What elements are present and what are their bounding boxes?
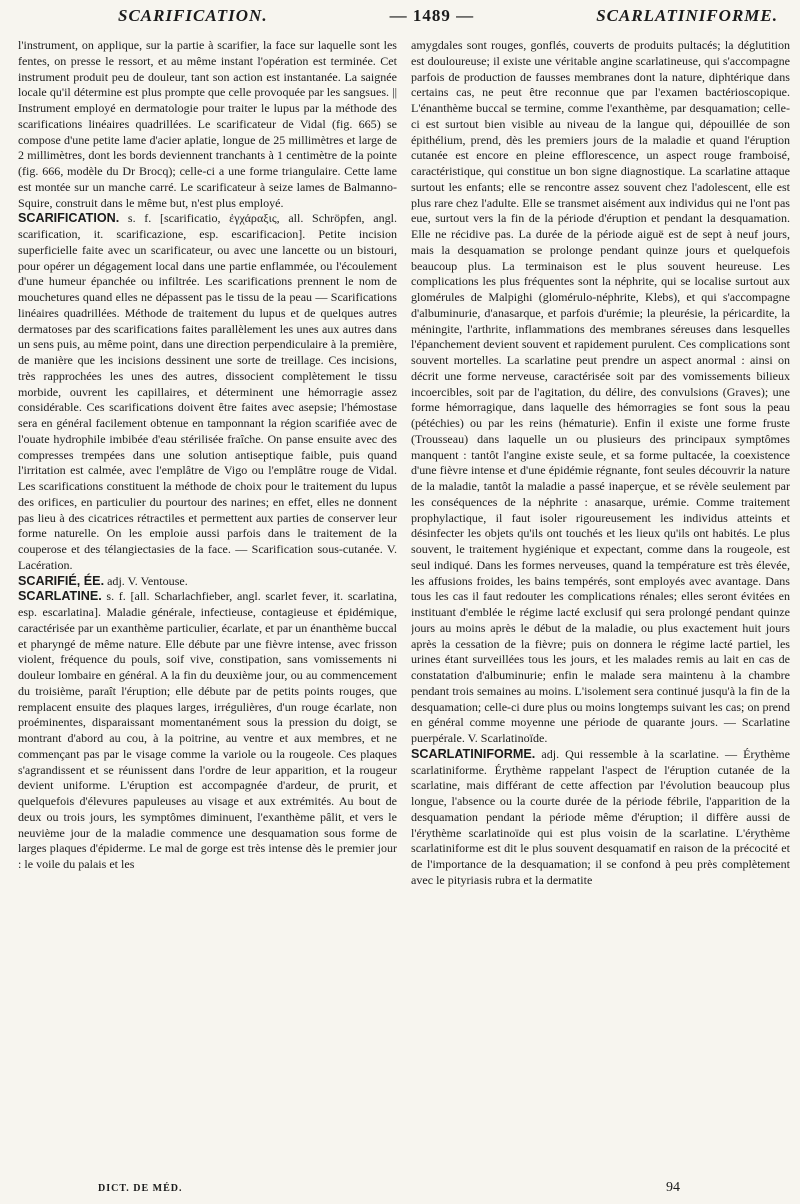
footer-signature: DICT. DE MÉD.	[98, 1183, 183, 1194]
headword-scarification: SCARIFICATION.	[18, 211, 120, 226]
headword-scarlatine: SCARLATINE.	[18, 589, 102, 604]
header-right-term: SCARLATINIFORME.	[596, 6, 778, 25]
entry-scarification	[18, 211, 397, 573]
headword-scarlatiniforme: SCARLATINIFORME.	[411, 746, 536, 761]
header-left-term: SCARIFICATION.	[118, 6, 268, 25]
page-footer	[18, 1180, 790, 1196]
entry-scarlatine-text: s. f. [all. Scharlachfieber, angl. scarlet fever, it. scarlatina, esp. escarlatina]. Maladie générale, infectieuse, contagieuse et épidémique, caractérisée par un exanthème particulier, écarlate, et par un énanthème buccal et pharyngé de même nature. Elle débute par une fièvre intense, avec frisson violent, fréquence du pouls, soif vive, constipation, sans vomissements ni douleur lombaire en général. A la fin du deuxième jour, ou au commencement du troisième, paraît l'éruption; elle débute par de petits points rouges, que remplacent ensuite des plaques larges, irrégulières, d'un rouge écarlate, non proéminentes, disparaissant momentanément sous la pression du doigt, se montrant d'abord au cou, à la poitrine, au ventre et aux membres, et ne commençant pas par le visage comme la variole ou la rougeole. Ces plaques s'agrandissent et se réunissent dans l'ordre de leur apparition, et la rougeur devient uniforme. L'éruption est accompagnée d'ardeur, de prurit, et quelquefois d'élevures papuleuses au visage et aux extrémités. Au bout de deux ou trois jours, les symptômes diminuent, l'exanthème pâlit, et vers le neuvième jour de la maladie commence une desquamation sous forme de larges plaques d'épiderme. Le mal de gorge est très intense dès le premier jour : le voile du palais et les	[18, 589, 397, 871]
running-header	[18, 6, 790, 32]
entry-continuation-scarificateur: l'instrument, on applique, sur la partie à scarifier, la face sur laquelle sont les fentes, on presse le ressort, et au même instant l'opération est terminée. Cet instrument produit peu de douleur, tant son action est instantanée. La saignée locale qu'il détermine est plus prompte que celle provoquée par les sangsues. || Instrument employé en dermatologie pour traiter le lupus par la méthode des scarifications linéaires quadrillées. Le scarificateur de Vidal (fig. 665) se compose d'une petite lame d'acier aplatie, longue de 25 millimètres et large de 2 millimètres, dont les bords deviennent tranchants à 1 centimètre de la pointe (fig. 666, modèle du Dr Brocq); celle-ci a une forme triangulaire. Cette lame est montée sur un manche carré. Le scarificateur à seize lames de Balmanno-Squire, construit dans le même but, n'est plus employé.	[18, 38, 397, 210]
entry-scarification-text: s. f. [scarificatio, ἐγχάραξις, all. Schröpfen, angl. scarification, it. scarificazione, esp. escarificacion]. Petite incision superficielle faite avec un scarificateur, ou avec une lancette ou un bistouri, pour opérer un dégagement local dans une partie enflammée, ou l'écoulement d'une humeur épanchée ou infiltrée. Les scarifications prennent le nom de mouchetures quand elles ne dépassent pas le tissu de la peau — Scarifications linéaires quadrillées. Méthode de traitement du lupus et de quelques autres dermatoses par des scarifications faites parallèlement les unes aux autres dans un sens puis, au même point, dans une direction perpendiculaire à la première, de manière que les incisions dessinent une sorte de treillage. Ces incisions, très rapprochées les unes des autres, dissocient complètement le tissu morbide, ouvrent les capillaires, et déterminent une hémorragie assez considérable. Ces scarifications doivent être faites avec asepsie; l'hémostase sera en général facilement obtenue en tamponnant la région scarifiée avec de l'ouate hydrophile imbibée d'eau stérilisée fraîche. On panse ensuite avec des compresses trempées dans une solution antiseptique faible, puis quand l'irritation est calmée, avec l'emplâtre de Vigo ou l'emplâtre rouge de Vidal. Les scarifications constituent la méthode de choix pour le traitement du lupus des orifices, en particulier du pourtour des narines; en effet, elles ne donnent pas lieu à des cicatrices rétractiles et permettent aux parties de conserver leur forme naturelle. On les emploie aussi parfois dans le traitement de la couperose et des télangiectasies de la face. — Scarification sous-cutanée. V. Lacération.	[18, 211, 397, 572]
page-number-header: — 1489 —	[389, 6, 475, 25]
entry-scarlatiniforme	[411, 747, 790, 889]
entry-scarlatiniforme-text: adj. Qui ressemble à la scarlatine. — Érythème scarlatiniforme. Érythème rappelant l'aspect de l'éruption cutanée de la scarlatine, mais différant de cette affection par l'évolution beaucoup plus longue, l'absence ou la courte durée de la période fébrile, l'apparition de la desquamation pendant la période même d'éruption; il diffère aussi de l'érythème scarlatinoïde qui est plus voisin de la scarlatine. L'érythème scarlatiniforme est dit le plus souvent desquamatif en raison de la précocité et de l'importance de la desquamation; il se confond à peu près complètement avec le pityriasis rubra et la dermatite	[411, 746, 790, 887]
entry-scarifie-text: adj. V. Ventouse.	[104, 573, 188, 588]
footer-sheet-number: 94	[666, 1180, 680, 1195]
left-column	[18, 38, 397, 1164]
entry-continuation-scarlatine: amygdales sont rouges, gonflés, couverts de produits pultacés; la déglutition est douloureuse; il existe une véritable angine scarlatineuse, qui s'accompagne parfois de production de fausses membranes dont la nature, diphtérique dans certains cas, ne peut être reconnue que par l'examen bactérioscopique. L'énanthème buccal se termine, comme l'exanthème, par desquamation; celle-ci est surtout bien visible au niveau de la langue qui, dépouillée de son épithélium, prend, dès les premiers jours de la maladie et quand l'éruption cutanée est encore en pleine efflorescence, un aspect rouge framboisé, caractéristique, qui constitue un bon signe diagnostique. La scarlatine attaque surtout les enfants; elle se rencontre assez souvent chez l'adolescent, elle est plus rare chez l'adulte. Elle se transmet aisément aux individus qui ne l'ont pas eue, surtout vers la fin de la période d'éruption et pendant la desquamation. Elle ne récidive pas. La durée de la période aiguë est de sept à neuf jours, mais la desquamation se prolonge pendant quinze jours et quelquefois beaucoup plus. La terminaison est le plus souvent heureuse. Les complications les plus fréquentes sont la néphrite, qui se localise surtout aux glomérules de Malpighi (glomérulo-néphrite, Klebs), et qui s'accompagne d'albuminurie, d'anasarque, et parfois d'urémie; la pleurésie, la péricardite, la méningite, l'arthrite, inflammations des membranes séreuses dans lesquelles l'épanchement devient souvent et rapidement purulent. Ces complications sont souvent mortelles. La scarlatine peut prendre un aspect anormal : ainsi on décrit une forme nerveuse, caractérisée soit par des vomissements bilieux incoercibles, soit par de l'agitation, du délire, des convulsions (Graves); une forme hémorragique, dans laquelle des hémorragies se font sous la peau (pétéchies) ou par les reins (hématurie). Enfin il existe une forme fruste (Trousseau) dans laquelle un ou plusieurs des principaux symptômes manquent : tantôt l'angine existe seule, et sa forme pultacée, la coexistence d'une fièvre intense et d'une épidémie régnante, font seules découvrir la nature de la maladie, tantôt la maladie a passé inaperçue, et se révèle seulement par les conséquences de la néphrite : anasarque, urémie. Comme traitement prophylactique, il faut isoler rigoureusement les individus atteints et désinfecter les objets qu'ils ont touchés et les lieux qu'ils ont habités. Le plus souvent, le traitement hygiénique et expectant, comme dans la rougeole, est seul indiqué. Dans les formes nerveuses, quand la température est très élevée, les affusions froides, les bains tempérés, sont employés avec avantage. Dans tous les cas il faut redouter les complications rénales; elles seront évitées en instituant d'emblée le régime lacté exclusif qui sera prolongé pendant quinze jours au moins après le début de la maladie, ou plus exactement huit jours après la cessation de la fièvre; puis on donnera le régime lacté partiel, les urines étant surveillées tous les jours, et les malades remis au lait en cas de constatation d'albuminurie; enfin le malade sera maintenu à la chambre pendant trois semaines au moins. L'isolement sera continué jusqu'à la fin de la desquamation; celle-ci dure plus ou moins longtemps suivant les cas; on prend en général comme moyenne une période de quarante jours. — Scarlatine puerpérale. V. Scarlatinoïde.	[411, 38, 790, 745]
right-column	[411, 38, 790, 1164]
headword-scarifie: SCARIFIÉ, ÉE.	[18, 573, 105, 588]
entry-scarlatine	[18, 589, 397, 873]
two-column-body	[18, 38, 790, 1164]
entry-scarifie	[18, 574, 397, 590]
